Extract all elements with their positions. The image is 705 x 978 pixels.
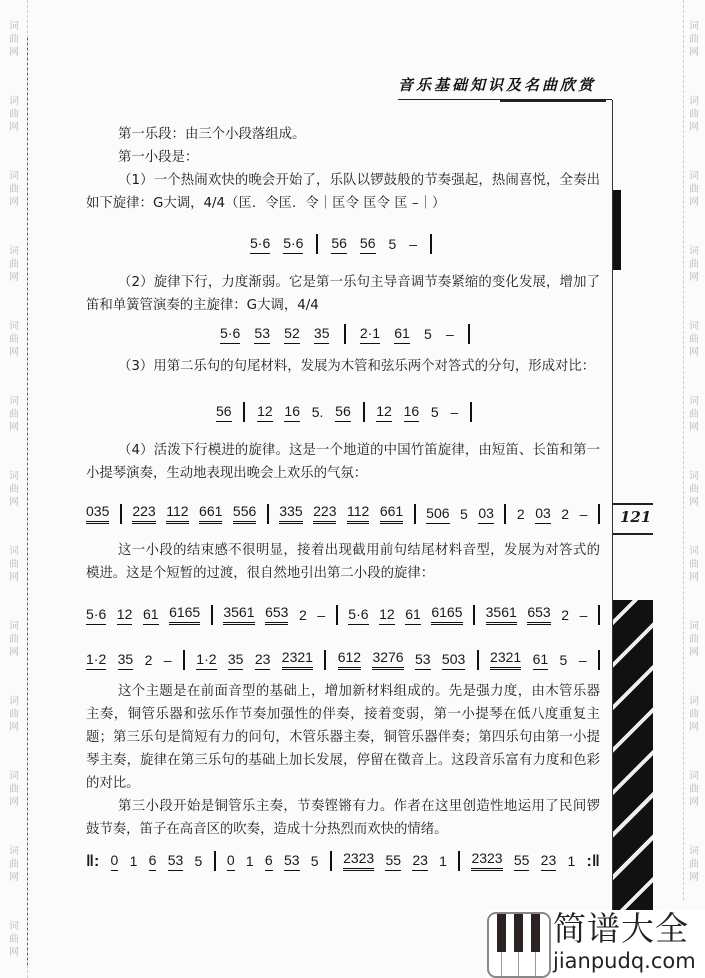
watermark-text: 词 曲 网: [9, 696, 19, 733]
notation-line-1: [250, 230, 432, 254]
note-group: 2321: [490, 649, 521, 670]
note-group: 2: [516, 506, 525, 522]
note-group: 23: [412, 852, 428, 871]
note-group: 112: [166, 503, 188, 524]
note-group: 53: [168, 852, 184, 871]
note-group: 52: [284, 325, 300, 344]
thumb-tab-bar: [613, 190, 621, 270]
note-group: 35: [118, 651, 134, 670]
note-group: 1·2: [86, 651, 106, 670]
note-group: 5: [194, 853, 203, 869]
watermark-text: 词 曲 网: [9, 21, 19, 58]
watermark-text: 词 曲 网: [689, 21, 699, 58]
note-group: 612: [338, 649, 361, 670]
note-group: 5: [430, 404, 439, 420]
note-group: 12: [379, 606, 395, 625]
note-group: 035: [86, 503, 109, 524]
right-margin-dashes: [683, 0, 684, 900]
bar-line: [458, 851, 460, 871]
paragraph-item-4: （4）活泼下行模进的旋律。这是一个地道的中国竹笛旋律，由短笛、长笛和第一小提琴演奏，生动地表现出晚会上欢乐的气氛：: [86, 443, 600, 481]
note-group: –: [163, 652, 172, 668]
note-group: 56: [331, 235, 347, 254]
note-group: 112: [347, 503, 369, 524]
note-group: –: [409, 236, 418, 252]
note-group: –: [579, 506, 588, 522]
watermark-text: 词 曲 网: [9, 846, 19, 883]
note-group: 2321: [282, 649, 313, 670]
note-group: 2: [561, 607, 570, 623]
bar-line: [468, 324, 470, 344]
note-group: 53: [415, 651, 431, 670]
running-header-title: 音乐基础知识及名曲欣赏: [398, 76, 597, 94]
bar-line: [504, 504, 506, 524]
note-group: 6165: [169, 604, 200, 625]
note-group: 16: [404, 403, 420, 422]
note-group: 0: [227, 852, 235, 871]
watermark-text: 词 曲 网: [689, 621, 699, 658]
note-group: 5·6: [220, 325, 240, 344]
header-rule-accent: [500, 99, 606, 102]
watermark-text: 词 曲 网: [689, 246, 699, 283]
note-group: 2323: [471, 850, 502, 871]
note-group: 61: [394, 325, 410, 344]
bar-line: [243, 402, 245, 422]
watermark-text: 词 曲 网: [9, 96, 19, 133]
paragraph-section-one: 第一乐段：由三个小段落组成。: [118, 127, 306, 142]
note-group: 03: [535, 505, 551, 524]
note-group: 61: [143, 606, 159, 625]
note-group: 6: [265, 852, 273, 871]
logo-name: 简谱大全: [553, 909, 689, 948]
notation-line-5: [86, 601, 600, 625]
note-group: 53: [254, 325, 270, 344]
bar-line: [336, 605, 338, 625]
note-group: 3561: [223, 604, 254, 625]
bar-line: [214, 851, 216, 871]
watermark-text: 词 曲 网: [689, 546, 699, 583]
note-group: 61: [533, 651, 549, 670]
watermark-text: 词 曲 网: [9, 621, 19, 658]
note-group: 223: [132, 503, 155, 524]
note-group: 23: [541, 852, 557, 871]
note-group: 2: [144, 652, 153, 668]
note-group: 1·2: [196, 651, 216, 670]
watermark-text: 词 曲 网: [9, 921, 19, 958]
logo-url: jianpudq.com: [553, 949, 696, 973]
note-group: 23: [255, 651, 271, 670]
watermark-text: 词 曲 网: [689, 696, 699, 733]
note-group: –: [579, 607, 588, 623]
note-group: 5: [559, 652, 568, 668]
note-group: 661: [380, 503, 403, 524]
note-group: 16: [284, 403, 300, 422]
note-group: 653: [527, 604, 550, 625]
note-group: 1: [439, 853, 447, 869]
watermark-text: 词 曲 网: [9, 771, 19, 808]
watermark-text: 词 曲 网: [689, 96, 699, 133]
watermark-text: 词 曲 网: [689, 846, 699, 883]
note-group: 5: [310, 853, 319, 869]
page-body: [86, 123, 600, 871]
notation-line-3: [216, 398, 472, 422]
note-group: 56: [360, 235, 376, 254]
left-margin-dashes: [27, 0, 28, 978]
note-group: 12: [257, 403, 273, 422]
watermark-text: 词 曲 网: [689, 771, 699, 808]
bar-line: [430, 234, 432, 254]
note-group: 6165: [431, 604, 462, 625]
watermark-text: 词 曲 网: [689, 321, 699, 358]
note-group: 56: [335, 403, 351, 422]
page-number: 121: [620, 508, 652, 526]
note-group: –: [578, 652, 587, 668]
bar-line: [344, 324, 346, 344]
note-group: 335: [279, 503, 302, 524]
bar-line: [211, 605, 213, 625]
note-group: 03: [478, 505, 494, 524]
bar-line: [598, 504, 600, 524]
bar-line: [330, 851, 332, 871]
note-group: 5·6: [348, 606, 368, 625]
bar-line: [183, 650, 185, 670]
bar-line: [598, 650, 600, 670]
note-group: 3276: [372, 649, 403, 670]
note-group: 12: [376, 403, 392, 422]
bar-line: [363, 402, 365, 422]
note-group: 5·6: [250, 235, 270, 254]
note-group: 5: [460, 506, 468, 522]
repeat-sign: ‖:: [86, 853, 100, 870]
bar-line: [473, 605, 475, 625]
bar-line: [324, 650, 326, 670]
bar-line: [316, 234, 318, 254]
paragraph-transition: 这一小段的结束感不很明显，接着出现截用前句结尾材料音型，发展为对答式的模进。这是个短暂的过渡，很自然地引出第二小段的旋律：: [86, 543, 600, 581]
notation-line-6: [86, 646, 600, 670]
note-group: 3561: [486, 604, 517, 625]
note-group: 0: [111, 852, 119, 871]
note-group: 2323: [343, 850, 374, 871]
note-group: –: [317, 607, 326, 623]
watermark-text: 词 曲 网: [9, 471, 19, 508]
note-group: 661: [199, 503, 222, 524]
watermark-text: 词 曲 网: [9, 396, 19, 433]
note-group: –: [450, 404, 459, 420]
bar-line: [598, 605, 600, 625]
note-group: 5: [388, 236, 397, 252]
site-logo: [487, 910, 705, 978]
note-group: 35: [314, 325, 330, 344]
watermark-text: 词 曲 网: [9, 546, 19, 583]
note-group: 56: [216, 403, 232, 422]
bar-line: [120, 504, 122, 524]
note-group: 5: [423, 326, 432, 342]
watermark-text: 词 曲 网: [689, 471, 699, 508]
bar-line: [414, 504, 416, 524]
note-group: 653: [265, 604, 288, 625]
note-group: 53: [284, 852, 300, 871]
note-group: 5.: [311, 404, 324, 420]
paragraph-theme: 这个主题是在前面音型的基础上，增加新材料组成的。先是强力度，由木管乐器主奏，铜管乐器和弦乐作节奏加强性的伴奏，接着变弱，第一小提琴在低八度重复主题；第三乐句是简短有力的问句，木管乐器主奏，铜管乐器伴奏；第四乐句由第一小提琴主奏，旋律在第三乐句的基础上加长发展，停留在徵音上。这段音乐富有力度和色彩的对比。: [86, 684, 600, 791]
paragraph-subsection-one: 第一小段是：: [118, 150, 199, 165]
notation-line-4: [86, 500, 600, 524]
paragraph-item-3: （3）用第二乐句的句尾材料，发展为木管和弦乐两个对答式的分句，形成对比：: [118, 359, 596, 374]
note-group: 55: [514, 852, 530, 871]
note-group: 223: [313, 503, 336, 524]
note-group: 61: [405, 606, 421, 625]
note-group: 2: [299, 607, 307, 623]
watermark-text: 词 曲 网: [9, 321, 19, 358]
note-group: 6: [149, 852, 157, 871]
note-group: 556: [233, 503, 256, 524]
bar-line: [477, 650, 479, 670]
notation-line-2: [220, 320, 470, 344]
note-group: 2: [561, 506, 570, 522]
paragraph-item-1: （1）一个热闹欢快的晚会开始了，乐队以锣鼓般的节奏强起，热闹喜悦，全奏出如下旋律：G大调，4/4（匡．令匡．令｜匡令 匡令 匡 –｜）: [86, 173, 600, 211]
watermark-text: 词 曲 网: [9, 246, 19, 283]
note-group: 506: [426, 505, 449, 524]
note-group: 5·6: [86, 606, 106, 625]
watermark-text: 词 曲 网: [689, 396, 699, 433]
repeat-sign: :‖: [586, 853, 600, 870]
note-group: 2·1: [360, 325, 380, 344]
paragraph-item-2: （2）旋律下行，力度渐弱。它是第一乐句主导音调节奏紧缩的变化发展，增加了笛和单簧管演奏的主旋律：G大调，4/4: [86, 275, 600, 313]
note-group: 55: [385, 852, 401, 871]
notation-line-7: [86, 847, 600, 871]
bar-line: [267, 504, 269, 524]
note-group: 12: [117, 606, 133, 625]
note-group: 503: [442, 651, 465, 670]
note-group: 1: [129, 853, 138, 869]
note-group: 5·6: [283, 235, 303, 254]
note-group: 35: [228, 651, 244, 670]
watermark-text: 词 曲 网: [9, 171, 19, 208]
note-group: –: [445, 326, 454, 342]
watermark-text: 词 曲 网: [689, 171, 699, 208]
paragraph-subsection-three: 第三小段开始是铜管乐主奏，节奏铿锵有力。作者在这里创造性地运用了民间锣鼓节奏，笛子在高音区的吹奏，造成十分热烈而欢快的情绪。: [86, 799, 600, 837]
note-group: 1: [567, 853, 576, 869]
piano-icon: [487, 912, 551, 978]
note-group: 1: [245, 853, 254, 869]
bar-line: [470, 402, 472, 422]
